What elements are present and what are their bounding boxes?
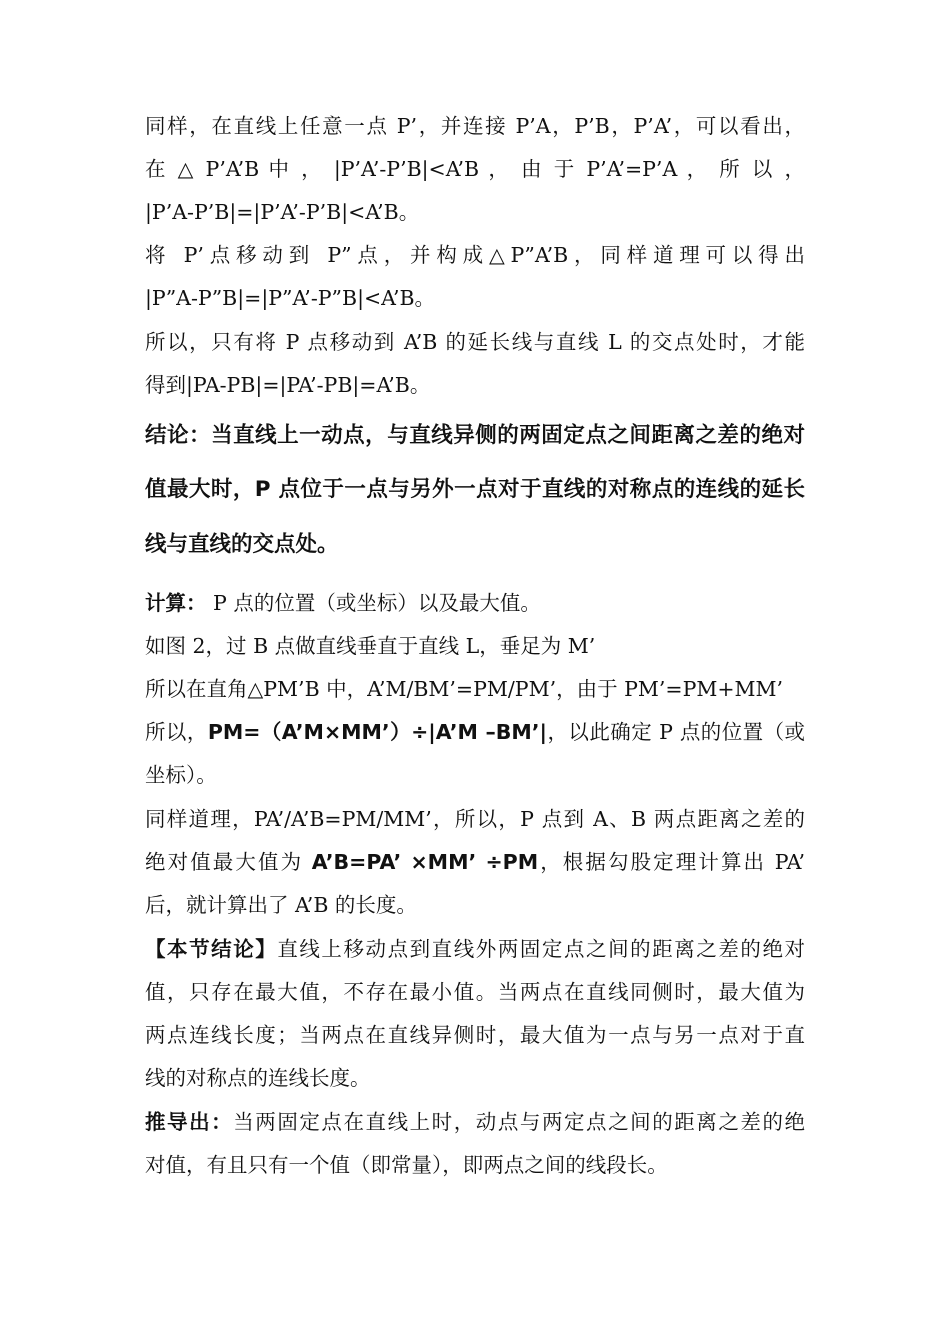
paragraph-3-line-1: 所以，只有将 P 点移动到 A’B 的延长线与直线 L 的交点处时，才能 bbox=[145, 330, 805, 354]
paragraph-1-line-1: 同样，在直线上任意一点 P’，并连接 P’A，P’B，P’A’，可以看出， bbox=[145, 114, 805, 138]
calculation-line-3: 所以在直角△PM’B 中，A’M/BM’=PM/PM’，由于 PM’=PM+MM’ bbox=[145, 677, 784, 701]
section-conclusion-line-1 bbox=[145, 935, 805, 963]
derivation-line-1 bbox=[145, 1108, 805, 1136]
conclusion-text: 当直线上一动点，与直线异侧的两固定点之间距离之差的绝对 bbox=[211, 423, 805, 448]
same-reason-line-2 bbox=[145, 848, 805, 876]
same-reason-line-1: 同样道理，PA’/A’B=PM/MM’，所以，P 点到 A、B 两点距离之差的 bbox=[145, 807, 805, 831]
section-conclusion-line-4: 线的对称点的连线长度。 bbox=[145, 1066, 371, 1090]
paragraph-1-line-2: 在 △ P’A’B 中 ， |P’A’-P’B|<A’B ， 由 于 P’A’=P’A ， 所 以 ， bbox=[145, 157, 805, 181]
conclusion-label: 结论： bbox=[145, 423, 212, 448]
section-conclusion-line-3: 两点连线长度；当两点在直线异侧时，最大值为一点与另一点对于直 bbox=[145, 1023, 805, 1047]
conclusion-line-1 bbox=[145, 422, 805, 450]
calculation-line-1 bbox=[145, 589, 805, 617]
calculation-text: P 点的位置（或坐标）以及最大值。 bbox=[206, 591, 541, 615]
conclusion-line-3: 线与直线的交点处。 bbox=[145, 532, 339, 557]
paragraph-1-line-3: |P’A-P’B|=|P’A’-P’B|<A’B。 bbox=[145, 200, 420, 224]
calculation-line-2: 如图 2，过 B 点做直线垂直于直线 L，垂足为 M’ bbox=[145, 634, 596, 658]
paragraph-2-line-2: |P”A-P”B|=|P”A’-P”B|<A’B。 bbox=[145, 286, 436, 310]
conclusion-line-2: 值最大时，P 点位于一点与另外一点对于直线的对称点的连线的延长 bbox=[145, 477, 805, 502]
calculation-label: 计算： bbox=[145, 591, 207, 615]
calculation-line-5: 坐标）。 bbox=[145, 763, 217, 787]
same-reason-prefix: 绝对值最大值为 bbox=[145, 850, 312, 874]
paragraph-2-line-1: 将 P’点移动到 P”点，并构成△P”A’B，同样道理可以得出 bbox=[145, 243, 805, 267]
derivation-line-2: 对值，有且只有一个值（即常量），即两点之间的线段长。 bbox=[145, 1153, 668, 1177]
section-conclusion-line-2: 值，只存在最大值，不存在最小值。当两点在直线同侧时，最大值为 bbox=[145, 980, 805, 1004]
same-reason-line-3: 后，就计算出了 A’B 的长度。 bbox=[145, 893, 417, 917]
pm-formula: PM=（A’M×MM’）÷|A’M –BM’| bbox=[207, 720, 548, 744]
calculation-suffix: ，以此确定 P 点的位置（或 bbox=[547, 720, 806, 744]
calculation-line-4 bbox=[145, 718, 805, 746]
ab-formula: A’B=PA’ ×MM’ ÷PM bbox=[311, 850, 539, 874]
same-reason-suffix: ，根据勾股定理计算出 PA’ bbox=[538, 850, 805, 874]
derivation-label: 推导出： bbox=[145, 1110, 234, 1134]
section-conclusion-label: 【本节结论】 bbox=[145, 937, 278, 961]
derivation-text: 当两固定点在直线上时，动点与两定点之间的距离之差的绝 bbox=[233, 1110, 806, 1134]
section-conclusion-text: 直线上移动点到直线外两固定点之间的距离之差的绝对 bbox=[277, 937, 806, 961]
paragraph-3-line-2: 得到|PA-PB|=|PA’-PB|=A’B。 bbox=[145, 373, 431, 397]
calculation-prefix: 所以， bbox=[145, 720, 208, 744]
